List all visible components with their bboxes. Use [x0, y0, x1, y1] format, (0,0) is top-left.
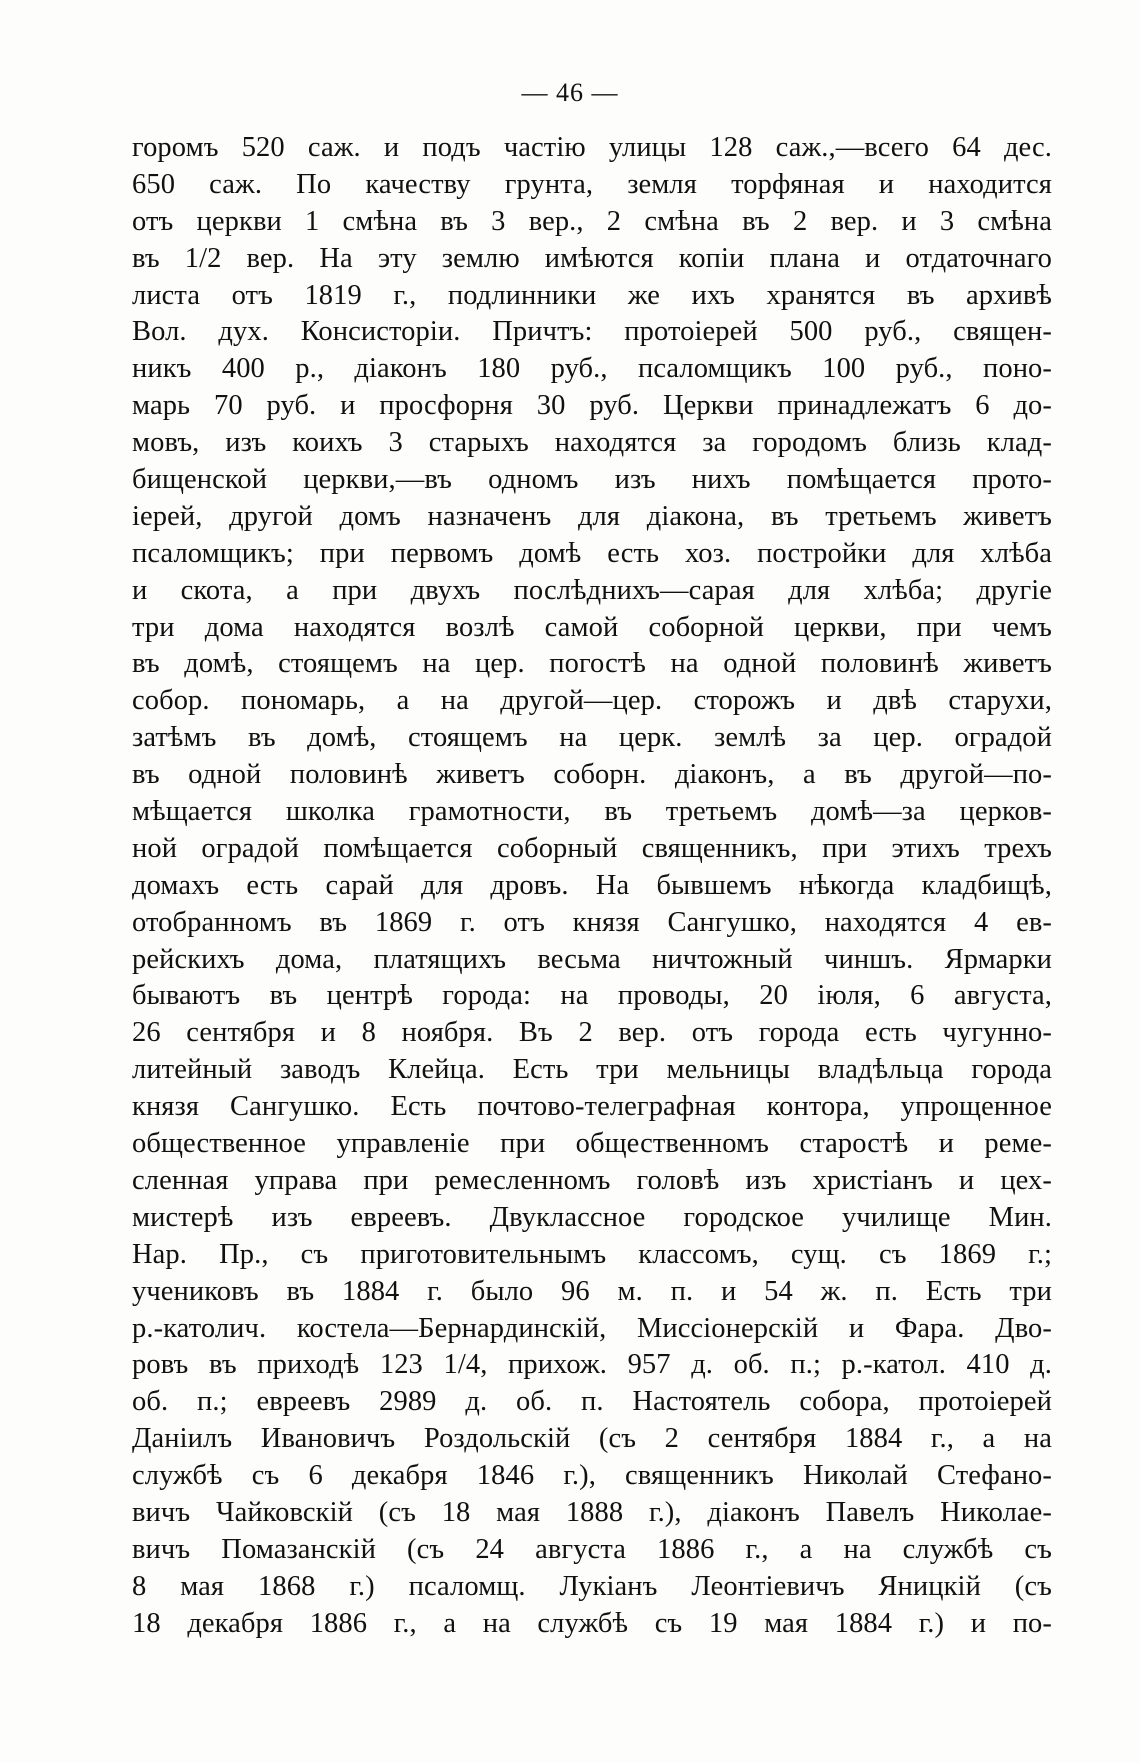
text-line: 26 сентября и 8 ноября. Въ 2 вер. отъ города есть чугунно-	[132, 1017, 1052, 1049]
text-line: въ одной половинѣ живетъ соборн. діаконъ, а въ другой—по-	[132, 759, 1052, 791]
text-line: ровъ въ приходѣ 123 1/4, прихож. 957 д. об. п.; р.-катол. 410 д.	[132, 1349, 1052, 1381]
text-line: учениковъ въ 1884 г. было 96 м. п. и 54 ж. п. Есть три	[132, 1275, 1052, 1307]
text-line: въ домѣ, стоящемъ на цер. погостѣ на одной половинѣ живетъ	[132, 648, 1052, 680]
body-text	[132, 130, 1052, 1643]
text-line: 18 декабря 1886 г., а на службѣ съ 19 мая 1884 г.) и по-	[132, 1607, 1052, 1639]
text-line: ной оградой помѣщается соборный священникъ, при этихъ трехъ	[132, 832, 1052, 864]
text-line: сленная управа при ремесленномъ головѣ изъ христіанъ и цех-	[132, 1164, 1052, 1196]
text-line: листа отъ 1819 г., подлинники же ихъ хранятся въ архивѣ	[132, 279, 1052, 311]
text-line: и скота, а при двухъ послѣднихъ—сарая для хлѣба; другіе	[132, 574, 1052, 606]
text-line: рейскихъ дома, платящихъ весьма ничтожный чиншъ. Ярмарки	[132, 943, 1052, 975]
text-line: вичъ Чайковскій (съ 18 мая 1888 г.), діаконъ Павелъ Николае-	[132, 1496, 1052, 1528]
text-line: отъ церкви 1 смѣна въ 3 вер., 2 смѣна въ 2 вер. и 3 смѣна	[132, 205, 1052, 237]
text-line: марь 70 руб. и просфорня 30 руб. Церкви принадлежатъ 6 до-	[132, 390, 1052, 422]
text-line: отобранномъ въ 1869 г. отъ князя Сангушко, находятся 4 ев-	[132, 906, 1052, 938]
text-line: литейный заводъ Клейца. Есть три мельницы владѣльца города	[132, 1054, 1052, 1086]
text-line: мовъ, изъ коихъ 3 старыхъ находятся за городомъ близь клад-	[132, 427, 1052, 459]
text-line: мистерѣ изъ евреевъ. Двуклассное городское училище Мин.	[132, 1201, 1052, 1233]
text-line: собор. пономарь, а на другой—цер. сторожъ и двѣ старухи,	[132, 685, 1052, 717]
text-line: об. п.; евреевъ 2989 д. об. п. Настоятель собора, протоіерей	[132, 1386, 1052, 1418]
text-line: мѣщается школка грамотности, въ третьемъ домѣ—за церков-	[132, 796, 1052, 828]
text-line: вичъ Помазанскій (съ 24 августа 1886 г., а на службѣ съ	[132, 1533, 1052, 1565]
text-line: бываютъ въ центрѣ города: на проводы, 20 іюля, 6 августа,	[132, 980, 1052, 1012]
text-line: въ 1/2 вер. На эту землю имѣются копіи плана и отдаточнаго	[132, 242, 1052, 274]
text-line: бищенской церкви,—въ одномъ изъ нихъ помѣщается прото-	[132, 464, 1052, 496]
text-line: общественное управленіе при общественномъ старостѣ и реме-	[132, 1128, 1052, 1160]
text-line: три дома находятся возлѣ самой соборной церкви, при чемъ	[132, 611, 1052, 643]
text-line: затѣмъ въ домѣ, стоящемъ на церк. землѣ за цер. оградой	[132, 722, 1052, 754]
text-line: псаломщикъ; при первомъ домѣ есть хоз. постройки для хлѣба	[132, 537, 1052, 569]
text-line: Даніилъ Ивановичъ Роздольскій (съ 2 сентября 1884 г., а на	[132, 1423, 1052, 1455]
text-line: Вол. дух. Консисторіи. Причтъ: протоіерей 500 руб., священ-	[132, 316, 1052, 348]
text-line: 650 саж. По качеству грунта, земля торфяная и находится	[132, 168, 1052, 200]
text-line: службѣ съ 6 декабря 1846 г.), священникъ Николай Стефано-	[132, 1460, 1052, 1492]
text-line: никъ 400 р., діаконъ 180 руб., псаломщикъ 100 руб., поно-	[132, 353, 1052, 385]
text-line: домахъ есть сарай для дровъ. На бывшемъ нѣкогда кладбищѣ,	[132, 869, 1052, 901]
text-line: 8 мая 1868 г.) псаломщ. Лукіанъ Леонтіевичъ Яницкій (съ	[132, 1570, 1052, 1602]
page-number: — 46 —	[521, 78, 619, 107]
text-line: горомъ 520 саж. и подъ частію улицы 128 саж.,—всего 64 дес.	[132, 132, 1052, 163]
text-line: р.-католич. костела—Бернардинскій, Миссіонерскій и Фара. Дво-	[132, 1312, 1052, 1344]
text-line: Нар. Пр., съ приготовительнымъ классомъ, сущ. съ 1869 г.;	[132, 1238, 1052, 1270]
text-line: князя Сангушко. Есть почтово-телеграфная контора, упрощенное	[132, 1091, 1052, 1123]
text-line: іерей, другой домъ назначенъ для діакона, въ третьемъ живетъ	[132, 500, 1052, 532]
